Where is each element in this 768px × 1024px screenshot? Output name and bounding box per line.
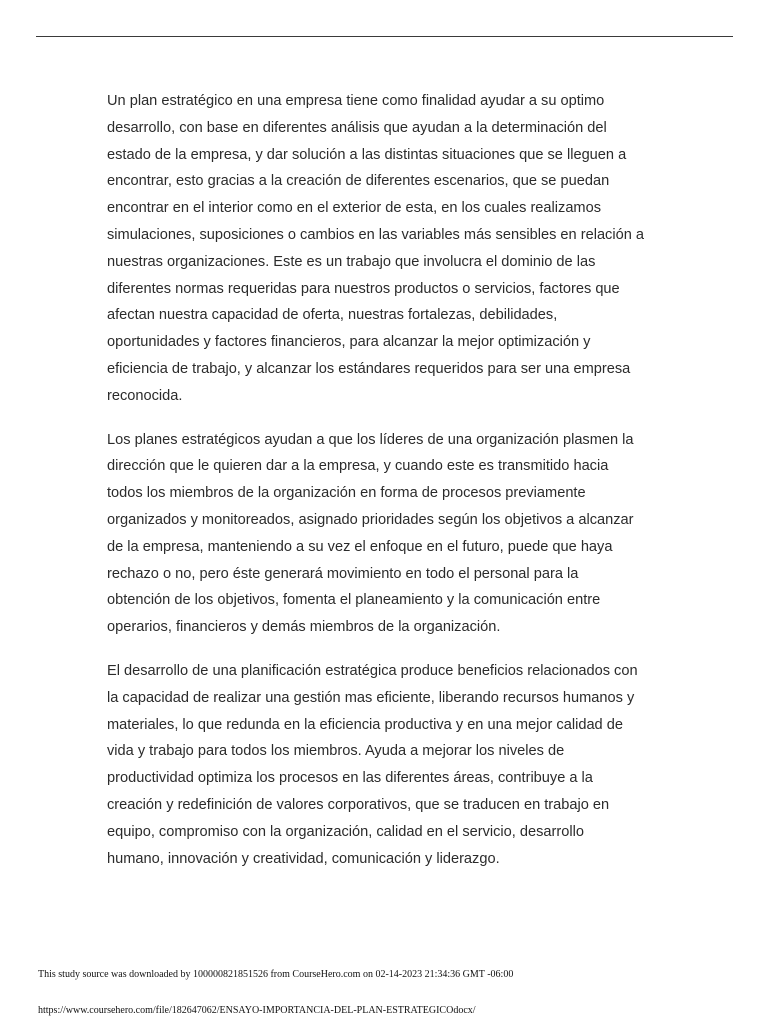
text-line: Los planes estratégicos ayudan a que los líderes de una organización plasmen la (107, 431, 634, 448)
text-line: reconocida. (107, 387, 183, 404)
text-line: la capacidad de realizar una gestión mas eficiente, liberando recursos humanos y (107, 689, 635, 706)
text-line: dirección que le quieren dar a la empresa, y cuando este es transmitido hacia (107, 458, 609, 475)
text-line: Un plan estratégico en una empresa tiene como finalidad ayudar a su optimo (107, 93, 605, 109)
text-line: rechazo o no, pero éste generará movimiento en todo el personal para la (107, 565, 579, 582)
paragraph-2 (107, 427, 667, 641)
text-line: estado de la empresa, y dar solución a las distintas situaciones que se lleguen a (107, 146, 627, 163)
text-line: obtención de los objetivos, fomenta el planeamiento y la comunicación entre (107, 592, 601, 609)
text-line: materiales, lo que redunda en la eficiencia productiva y en una mejor calidad de (107, 716, 623, 733)
text-line: todos los miembros de la organización en forma de procesos previamente (107, 485, 586, 502)
source-url[interactable]: https://www.coursehero.com/file/182647062/ENSAYO-IMPORTANCIA-DEL-PLAN-ESTRATEGICOdocx/ (38, 1005, 476, 1016)
text-line: desarrollo, con base en diferentes análisis que ayudan a la determinación del (107, 119, 607, 136)
text-line: humano, innovación y creatividad, comunicación y liderazgo. (107, 850, 500, 867)
text-line: de la empresa, manteniendo a su vez el enfoque en el futuro, puede que haya (107, 538, 613, 555)
paragraph-3 (107, 658, 667, 872)
text-line: vida y trabajo para todos los miembros. Ayuda a mejorar los niveles de (107, 743, 565, 760)
paragraph-1 (107, 88, 667, 410)
text-line: simulaciones, suposiciones o cambios en las variables más sensibles en relación a (107, 226, 644, 243)
document-body (107, 88, 667, 889)
text-line: productividad optimiza los procesos en las diferentes áreas, contribuye a la (107, 770, 593, 787)
text-line: creación y redefinición de valores corporativos, que se traducen en trabajo en (107, 796, 610, 813)
text-line: nuestras organizaciones. Este es un trabajo que involucra el dominio de las (107, 253, 596, 270)
download-notice: This study source was downloaded by 100000821851526 from CourseHero.com on 02-14-2023 21:34:36 GMT -06:00 (38, 969, 514, 980)
text-line: encontrar en el interior como en el exterior de esta, en los cuales realizamos (107, 200, 602, 217)
text-line: organizados y monitoreados, asignado prioridades según los objetivos a alcanzar (107, 511, 634, 528)
text-line: operarios, financieros y demás miembros de la organización. (107, 619, 501, 636)
text-line: El desarrollo de una planificación estratégica produce beneficios relacionados con (107, 662, 638, 679)
text-line: equipo, compromiso con la organización, calidad en el servicio, desarrollo (107, 823, 584, 840)
text-line: diferentes normas requeridas para nuestros productos o servicios, factores que (107, 280, 620, 297)
text-line: oportunidades y factores financieros, para alcanzar la mejor optimización y (107, 334, 591, 351)
text-line: afectan nuestra capacidad de oferta, nuestras fortalezas, debilidades, (107, 307, 558, 324)
top-divider (36, 36, 733, 37)
text-line: eficiencia de trabajo, y alcanzar los estándares requeridos para ser una empresa (107, 360, 631, 377)
text-line: encontrar, esto gracias a la creación de diferentes escenarios, que se puedan (107, 173, 610, 190)
